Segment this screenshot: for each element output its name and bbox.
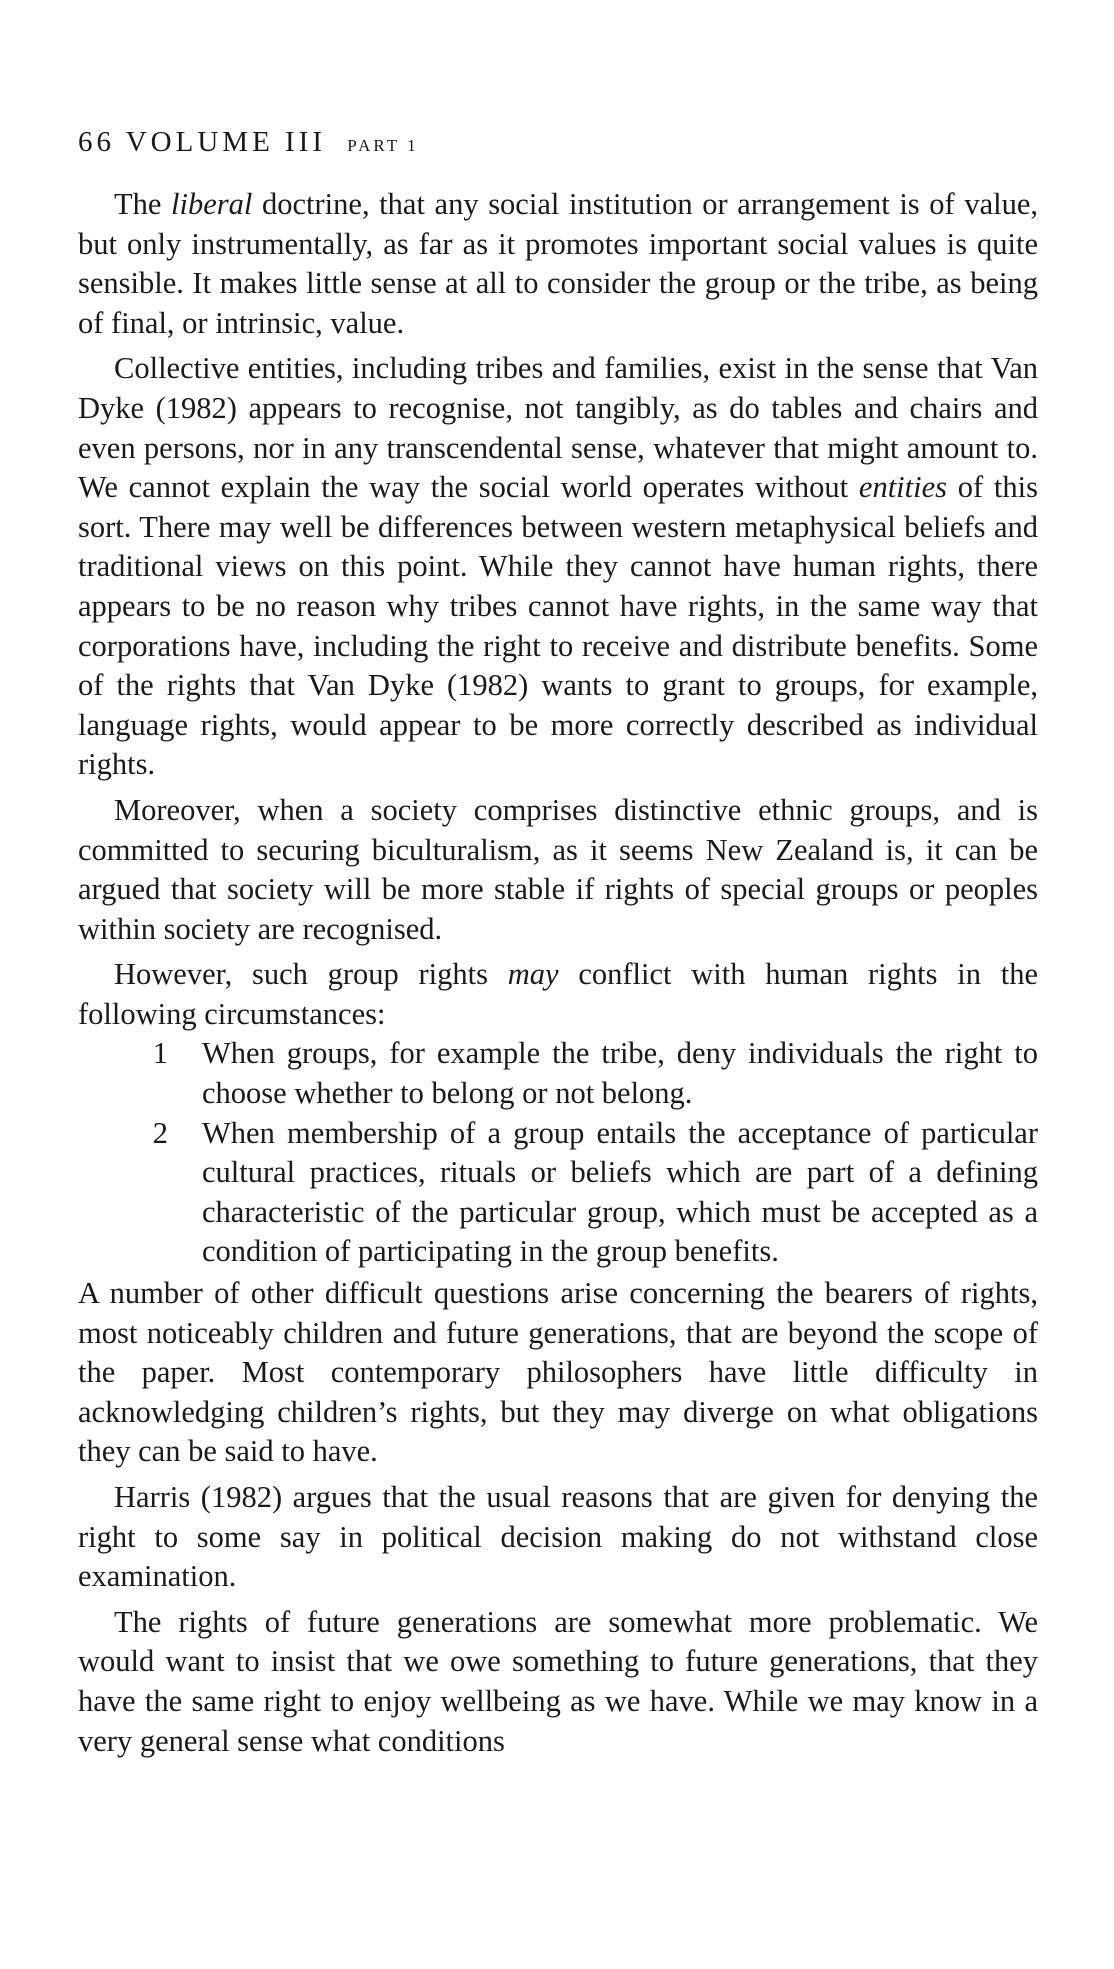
paragraph-harris: Harris (1982) argues that the usual reasons that are given for denying the right to some say in political decision making do not withstand close examination. xyxy=(78,1480,1038,1594)
emphasis-entities: entities xyxy=(858,470,948,505)
paragraph-bearers-of-rights: A number of other difficult questions arise concerning the bearers of rights, most noticeably children and future generations, that are beyond the scope of the paper. Most contemporary philosophers have little difficulty in acknowledging children’s rights, but they may diverge on what obligations they can be said to have. xyxy=(78,1276,1038,1469)
emphasis-may: may xyxy=(507,957,559,992)
paragraph-biculturalism: Moreover, when a society comprises distinctive ethnic groups, and is committed to securing biculturalism, as it seems New Zealand is, it can be argued that society will be more stable if rights of special groups or peoples within society are recognised. xyxy=(78,792,1038,946)
emphasis-liberal: liberal xyxy=(171,187,253,221)
list-item-text: When membership of a group entails the acceptance of particular cultural practices, rituals or beliefs which are part of a defining characteristic of the particular group, which must be accepted as a condition of participating in the group benefits. xyxy=(202,1115,1038,1269)
volume-label: VOLUME III xyxy=(125,126,326,158)
part-label: PART 1 xyxy=(347,136,419,155)
list-item xyxy=(78,1114,1038,1272)
list-item xyxy=(78,1034,1038,1113)
circumstances-list xyxy=(78,1034,1038,1272)
list-item-number: 2 xyxy=(152,1115,168,1150)
list-item-text: When groups, for example the tribe, deny individuals the right to choose whether to belong or not belong. xyxy=(202,1036,1038,1111)
paragraph-liberal-doctrine: The liberal doctrine, that any social institution or arrangement is of value, but only instrumentally, as far as it promotes important social values is quite sensible. It makes little sense at all to consider the group or the tribe, as being of final, or intrinsic, value. xyxy=(78,187,1038,340)
page-number: 66 xyxy=(78,126,115,158)
paragraph-group-rights: However, such group rights may conflict with human rights in the following circumstances: xyxy=(78,957,1038,1031)
list-item-number: 1 xyxy=(152,1036,168,1071)
paragraph-future-generations: The rights of future generations are somewhat more problematic. We would want to insist that we owe something to future generations, that they have the same right to enjoy wellbeing as we have. While we may know in a very general sense what conditions xyxy=(78,1604,1038,1758)
body-text xyxy=(78,185,1038,1767)
running-head xyxy=(78,126,419,159)
paragraph-collective-entities: Collective entities, including tribes and families, exist in the sense that Van Dyke (1982) appears to recognise, not tangibly, as do tables and chairs and even persons, nor in any transcendental sense, whatever that might amount to. We cannot explain the way the social world operates without entities of this sort. There may well be differences between western metaphysical beliefs and traditional views on this point. While they cannot have human rights, there appears to be no reason why tribes cannot have rights, in the same way that corporations have, including the right to receive and distribute benefits. Some of the rights that Van Dyke (1982) wants to grant to groups, for example, language rights, would appear to be more correctly described as individual rights. xyxy=(78,351,1038,782)
